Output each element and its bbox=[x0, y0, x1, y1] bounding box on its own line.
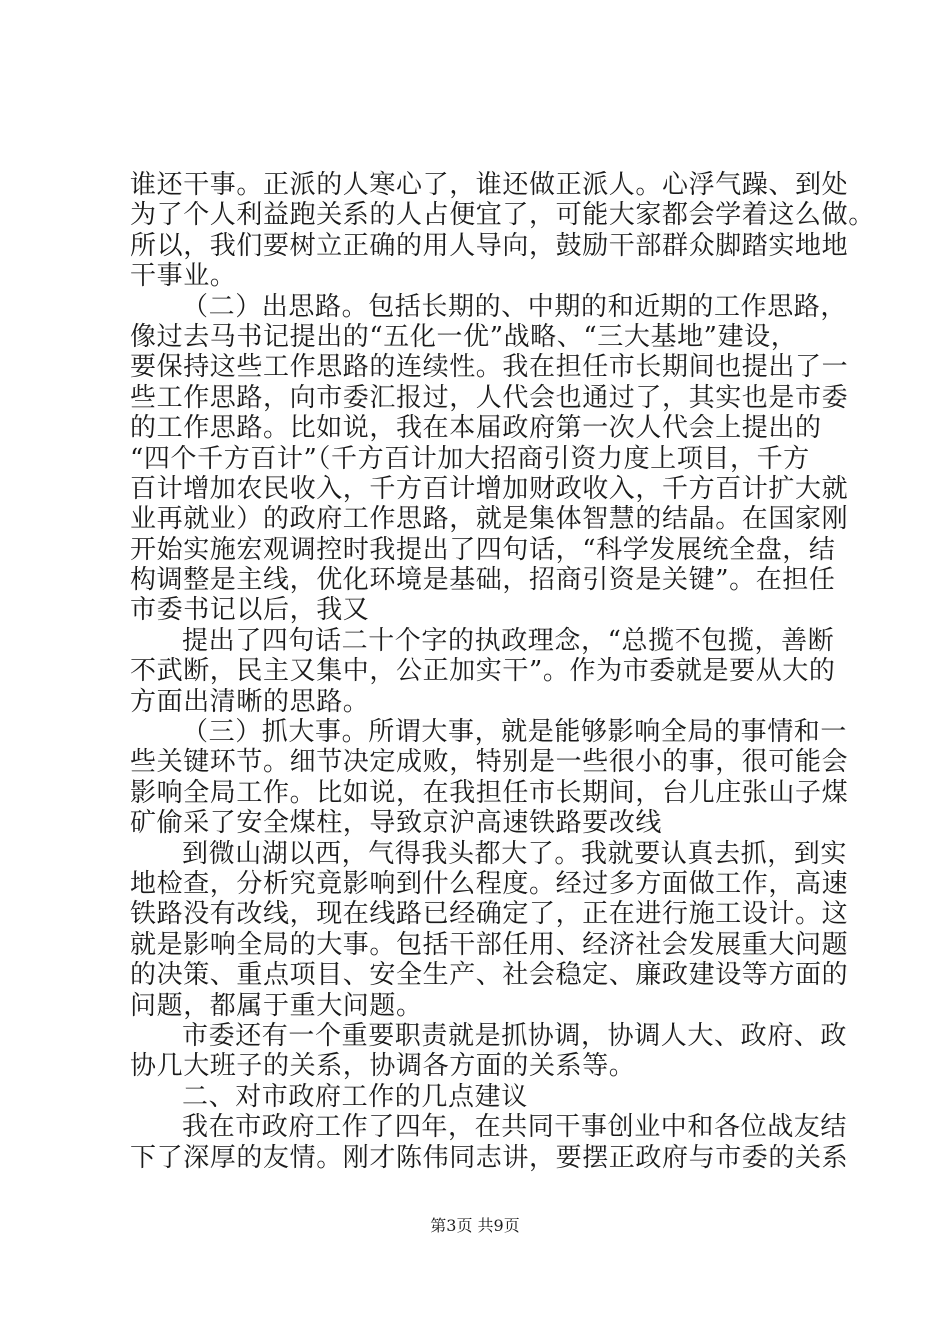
text-line: 的决策、重点项目、安全生产、社会稳定、廉政建设等方面的 bbox=[130, 960, 849, 991]
text-line: 的工作思路。比如说，我在本届政府第一次人代会上提出的 bbox=[130, 413, 822, 444]
paragraph-heading-line: （三）抓大事。所谓大事，就是能够影响全局的事情和一 bbox=[182, 717, 848, 748]
text-line: 要保持这些工作思路的连续性。我在担任市长期间也提出了一 bbox=[130, 352, 849, 383]
text-line: 所以，我们要树立正确的用人导向，鼓励干部群众脚踏实地地 bbox=[130, 230, 849, 261]
text-line: 些工作思路，向市委汇报过，人代会也通过了，其实也是市委 bbox=[130, 382, 849, 413]
text-line: 方面出清晰的思路。 bbox=[130, 686, 370, 717]
text-line: 市委书记以后，我又 bbox=[130, 595, 370, 626]
text-line: 问题，都属于重大问题。 bbox=[130, 990, 423, 1021]
text-line: 谁还干事。正派的人寒心了，谁还做正派人。心浮气躁、到处 bbox=[130, 170, 849, 200]
text-line: 构调整是主线，优化环境是基础，招商引资是关键”。在担任 bbox=[130, 565, 836, 596]
page-footer bbox=[0, 1213, 950, 1236]
text-line: 协几大班子的关系，协调各方面的关系等。 bbox=[130, 1051, 636, 1082]
text-line: 市委还有一个重要职责就是抓协调，协调人大、政府、政 bbox=[182, 1020, 848, 1051]
text-line: 铁路没有改线，现在线路已经确定了，正在进行施工设计。这 bbox=[130, 899, 849, 930]
text-line: 些关键环节。细节决定成败，特别是一些很小的事，很可能会 bbox=[130, 747, 849, 778]
text-line: 影响全局工作。比如说，在我担任市长期间，台儿庄张山子煤 bbox=[130, 777, 849, 808]
text-line: 提出了四句话二十个字的执政理念，“总揽不包揽，善断 bbox=[182, 625, 835, 656]
text-line: 干事业。 bbox=[130, 261, 237, 292]
text-line: 百计增加农民收入，千方百计增加财政收入，千方百计扩大就 bbox=[130, 473, 849, 504]
page-number-label: 第3页 共9页 bbox=[430, 1216, 520, 1235]
text-line: 开始实施宏观调控时我提出了四句话，“科学发展统全盘，结 bbox=[130, 534, 836, 565]
text-line: 下了深厚的友情。刚才陈伟同志讲，要摆正政府与市委的关系 bbox=[130, 1142, 849, 1173]
text-line: 业再就业）的政府工作思路，就是集体智慧的结晶。在国家刚 bbox=[130, 504, 849, 535]
text-line: 像过去马书记提出的“五化一优”战略、“三大基地”建设， bbox=[130, 321, 798, 352]
text-line: 我在市政府工作了四年，在共同干事创业中和各位战友结 bbox=[182, 1112, 848, 1143]
text-line: 到微山湖以西，气得我头都大了。我就要认真去抓，到实 bbox=[182, 838, 848, 869]
section-heading-line: 二、对市政府工作的几点建议 bbox=[182, 1081, 528, 1112]
text-line: 不武断，民主又集中，公正加实干”。作为市委就是要从大的 bbox=[130, 656, 836, 687]
document-body bbox=[130, 170, 875, 1173]
text-line: 就是影响全局的大事。包括干部任用、经济社会发展重大问题 bbox=[130, 929, 849, 960]
text-line: “四个千方百计”（千方百计加大招商引资力度上项目，千方 bbox=[130, 443, 810, 474]
text-line: 地检查，分析究竟影响到什么程度。经过多方面做工作，高速 bbox=[130, 868, 849, 899]
paragraph-heading-line: （二）出思路。包括长期的、中期的和近期的工作思路， bbox=[182, 291, 848, 322]
text-line: 矿偷采了安全煤柱，导致京沪高速铁路要改线 bbox=[130, 808, 663, 839]
text-line: 为了个人利益跑关系的人占便宜了，可能大家都会学着这么做。 bbox=[130, 200, 875, 231]
